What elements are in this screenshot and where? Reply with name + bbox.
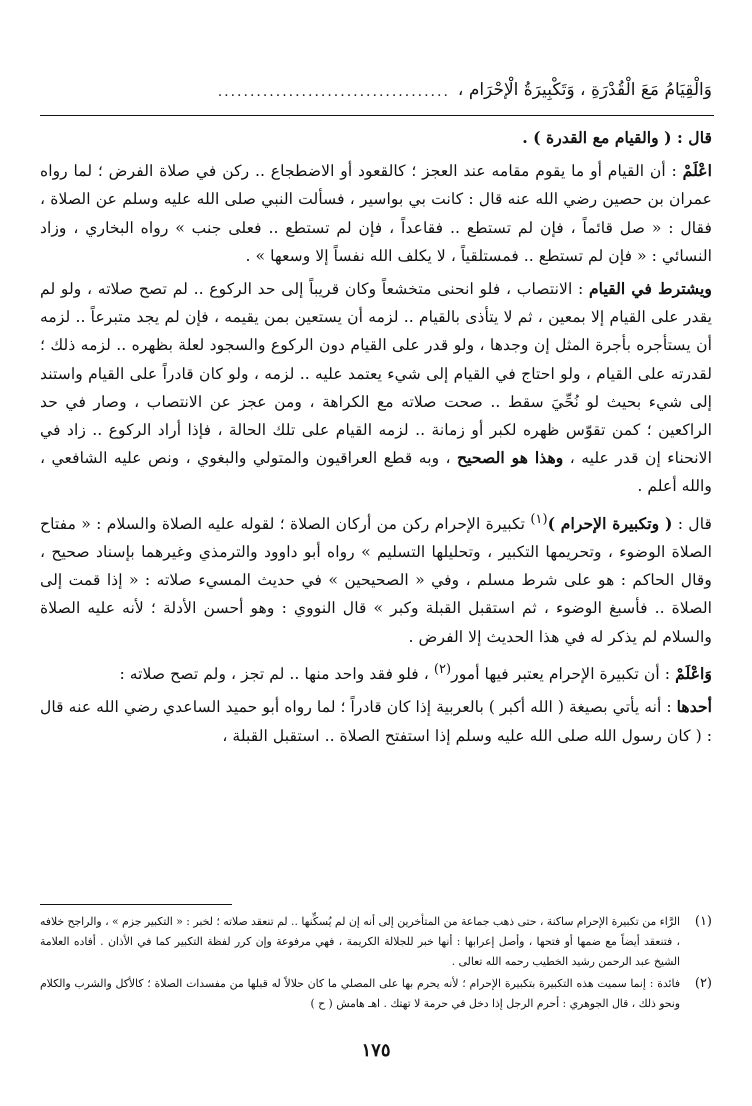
running-header [40, 60, 712, 100]
ornamental-label: اعْلَمْ [682, 161, 712, 181]
footnote-text: فائدة : إنما سميت هذه التكبيرة بتكبيرة الإحرام ؛ لأنه يحرم بها على المصلي ما كان حلالاً له قبلها من مفسدات الصلاة ؛ كالأكل والشرب والكلام ونحو ذلك ، قال الجوهري : أحرم الرجل إذا دخل في حرمة لا تهتك . اهـ هامش ( ح ) [40, 977, 680, 1010]
footnote-1 [40, 912, 712, 972]
paragraph-qiyam-conditions: ويشترط في القيام : الانتصاب ، فلو انحنى متخشعاً وكان قريباً إلى حد الركوع .. لم تصح صلاته ، ولو لم يقدر على القيام إلا بمعين ، ثم لا يتأذى بالقيام .. لزمه أن يستعين بمن يقيمه ، فإن لم يجد متبرعاً .. لزمه أن يستأجره بأجرة المثل إن وجدها ، ولو قدر على القيام دون الركوع والسجود لعلة بظهره .. لزمه ذلك ؛ لقدرته على القيام ، ولو احتاج في القيام إلى شيء يعتمد عليه .. لزمه ، ولو كان قادراً على القيام واستند إلى شيء بحيث لو نُحِّيَ سقط .. صحت صلاته مع الكراهة ، ومن عجز عن الانتصاب ، وصار في حد الراكعين ؛ كمن تقوّس ظهره لكبر أو زمانة .. لزمه القيام على تلك الحالة ، فإذا أراد الركوع .. زاد في الانحناء إن قدر عليه ، وهذا هو الصحيح ، وبه قطع العراقيون والمتولي والبغوي ، ونص عليه الشافعي ، والله أعلم . [40, 279, 712, 496]
footnote-text: الرَّاء من تكبيرة الإحرام ساكنة ، حتى ذهب جماعة من المتأخرين إلى أنه إن لم يُسكِّنها .. لم تنعقد صلاته ؛ لخبر : « التكبير جزم » ، والراجح خلافه ، فتنعقد أيضاً مع ضمها أو فتحها ، وأصل إعرابها : أنها خبر للجلالة الكريمة ، فهي مرفوعة وإن كرر لفظة التكبير كما في الأذان . أفاده العلامة الشيخ عبد الرحمن رشيد الخطيب رحمه الله تعالى . [40, 915, 680, 968]
footnote-number: (٢) [694, 976, 712, 991]
paragraph-qiyam-heading: قال : ( والقيام مع القدرة ) . [522, 128, 712, 147]
lead-term: أحدها [676, 697, 712, 717]
footnote-rule [40, 904, 232, 905]
paragraph-first-condition: أحدها : أنه يأتي بصيغة ( الله أكبر ) بالعربية إذا كان قادراً ؛ لما رواه أبو حميد الساعدي رضي الله عنه قال : ( كان رسول الله صلى الله عليه وسلم إذا استفتح الصلاة .. استقبل القبلة ، [40, 697, 712, 745]
footnote-ref-2: (٢) [433, 661, 452, 677]
paragraph-qiyam-explanation: اعْلَمْ : أن القيام أو ما يقوم مقامه عند العجز ؛ كالقعود أو الاضطجاع .. ركن في صلاة الفرض ؛ لما رواه عمران بن حصين رضي الله عنه قال : كانت بي بواسير ، فسألت النبي صلى الله عليه وسلم عن الصلاة ، فقال : « صل قائماً ، فإن لم تستطع .. فقاعداً ، فإن لم تستطع .. فعلى جنب » رواه البخاري ، وزاد النسائي : « فإن لم تستطع .. فمستلقياً ، لا يكلف الله نفساً إلا وسعها » . [40, 161, 712, 265]
footnote-2 [40, 974, 712, 1014]
paragraph-takbir-heading: قال : ( وتكبيرة الإحرام )$^{(١)}$ تكبيرة الإحرام ركن من أركان الصلاة ؛ لقوله عليه الصلاة والسلام : « مفتاح الصلاة الوضوء ، وتحريمها التكبير ، وتحليلها التسليم » رواه أبو داوود والترمذي وغيرهما بإسناد صحيح ، وقال الحاكم : هو على شرط مسلم ، وفي « الصحيحين » في حديث المسيء صلاته : « إذا قمت إلى الصلاة .. فأسبغ الوضوء ، ثم استقبل القبلة وكبر » قال النووي : وهو أحسن الأدلة ؛ لأنه عليه الصلاة والسلام لم يذكر له في هذا الحديث إلا الفرض . [40, 511, 712, 646]
running-title: وَالْقِيَامُ مَعَ الْقُدْرَةِ ، وَتَكْبِيرَةُ الْإِحْرَامِ ، [457, 80, 712, 100]
takbir-term: ( وتكبيرة الإحرام ) [547, 513, 673, 533]
main-text [40, 124, 712, 755]
page-number: ١٧٥ [361, 1040, 391, 1061]
footnote-ref-1: (١) [530, 511, 548, 527]
header-dot-leader: .................................... [217, 84, 450, 100]
ornamental-label: وَاعْلَمْ [675, 664, 712, 684]
footnotes [40, 912, 712, 1016]
footnote-number: (١) [694, 914, 712, 929]
bold-phrase: وهذا هو الصحيح [457, 448, 564, 468]
lead-term: ويشترط في القيام [588, 279, 712, 299]
paragraph-takbir-conditions: وَاعْلَمْ : أن تكبيرة الإحرام يعتبر فيها أمور$^{(٢)}$ ، فلو فقد واحد منها .. لم تجز ، ولم تصح صلاته : [119, 661, 712, 684]
header-rule [40, 115, 714, 116]
